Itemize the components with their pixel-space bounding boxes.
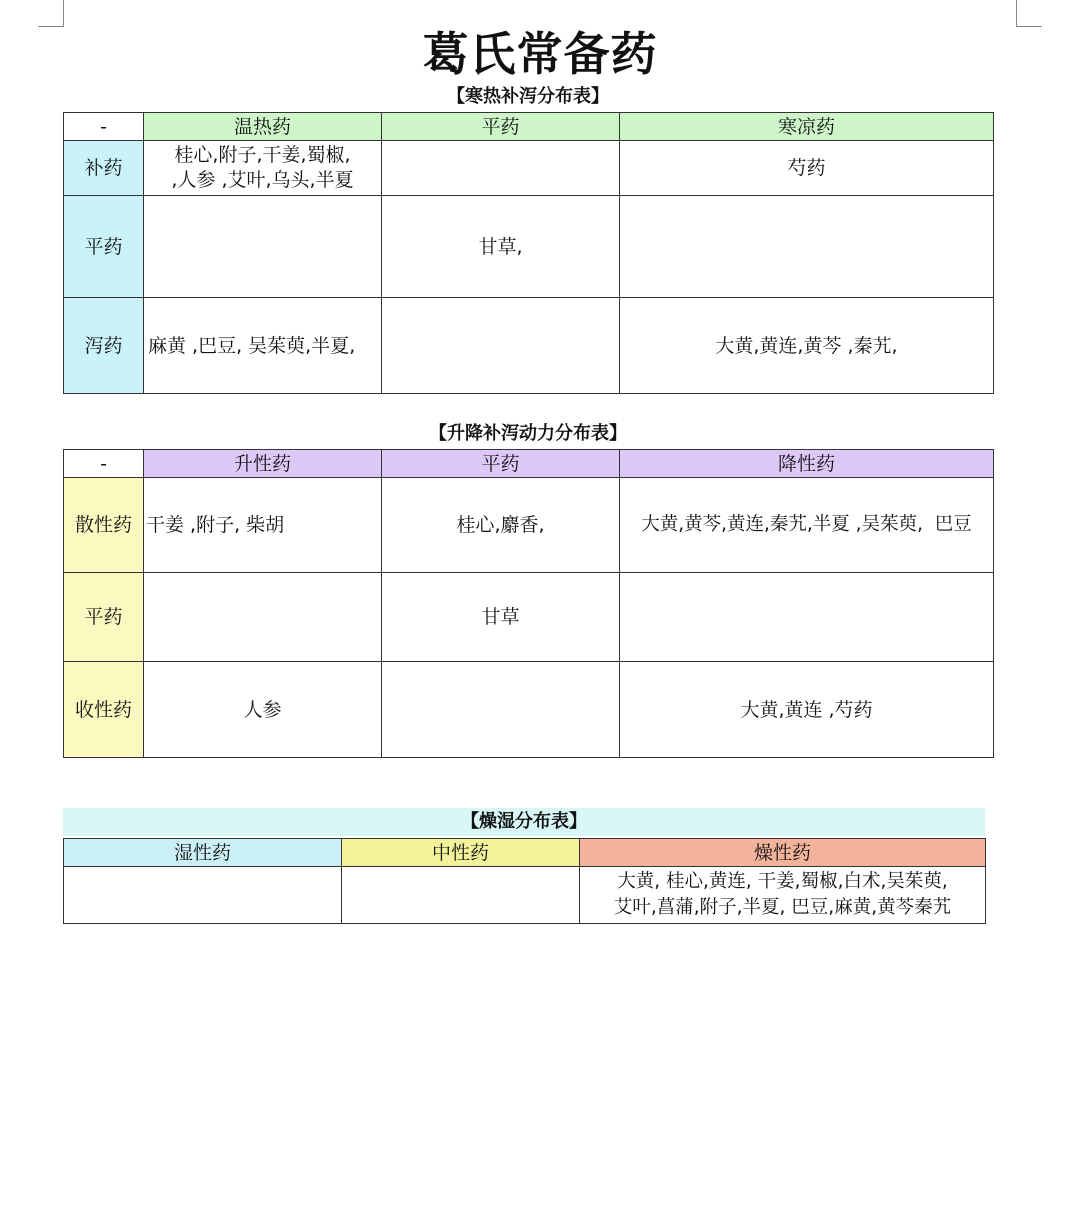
row-header: 泻药 xyxy=(64,298,144,394)
table3-caption: 【燥湿分布表】 xyxy=(63,808,985,836)
table-cell: 大黄,黄芩,黄连,秦艽,半夏 ,吴茱萸, 巴豆 xyxy=(620,478,994,573)
column-header: 降性药 xyxy=(620,450,994,478)
crop-mark xyxy=(63,0,64,26)
table-cell: 人参 xyxy=(144,662,382,758)
corner-cell: - xyxy=(64,113,144,141)
table-row xyxy=(64,662,994,758)
table-cell: 芍药 xyxy=(620,141,994,196)
table-row xyxy=(64,298,994,394)
table-cell xyxy=(342,867,580,924)
table-cell: 桂心,附子,干姜,蜀椒, ,人参 ,艾叶,乌头,半夏 xyxy=(144,141,382,196)
table1-caption: 【寒热补泻分布表】 xyxy=(447,86,609,107)
table-cell xyxy=(382,298,620,394)
row-header: 散性药 xyxy=(64,478,144,573)
column-header: 中性药 xyxy=(342,839,580,867)
table-cell xyxy=(620,573,994,662)
column-header: 寒凉药 xyxy=(620,113,994,141)
column-header: 温热药 xyxy=(144,113,382,141)
table-header-row xyxy=(64,113,994,141)
column-header: 平药 xyxy=(382,113,620,141)
page-title: 葛氏常备药 xyxy=(422,27,658,81)
column-header: 湿性药 xyxy=(64,839,342,867)
column-header: 升性药 xyxy=(144,450,382,478)
table-cell xyxy=(144,573,382,662)
table-cell xyxy=(620,196,994,298)
table2-rise-fall xyxy=(63,449,994,758)
table2-caption: 【升降补泻动力分布表】 xyxy=(429,423,627,444)
row-header: 平药 xyxy=(64,573,144,662)
column-header: 燥性药 xyxy=(580,839,986,867)
table-cell xyxy=(382,141,620,196)
corner-cell: - xyxy=(64,450,144,478)
table-cell xyxy=(382,662,620,758)
table-cell: 大黄,黄连 ,芍药 xyxy=(620,662,994,758)
table-cell: 甘草 xyxy=(382,573,620,662)
table-cell xyxy=(144,196,382,298)
table-header-row xyxy=(64,839,986,867)
table-row xyxy=(64,573,994,662)
column-header: 平药 xyxy=(382,450,620,478)
table1-hot-cold xyxy=(63,112,994,394)
table-cell: 干姜 ,附子, 柴胡 xyxy=(144,478,382,573)
table-row xyxy=(64,196,994,298)
crop-mark xyxy=(1016,0,1017,26)
table-row xyxy=(64,478,994,573)
table-cell: 大黄, 桂心,黄连, 干姜,蜀椒,白术,吴茱萸, 艾叶,菖蒲,附子,半夏, 巴豆,麻黄,黄芩秦艽 xyxy=(580,867,986,924)
row-header: 收性药 xyxy=(64,662,144,758)
row-header: 补药 xyxy=(64,141,144,196)
row-header: 平药 xyxy=(64,196,144,298)
table-cell: 甘草, xyxy=(382,196,620,298)
table-cell: 大黄,黄连,黄芩 ,秦艽, xyxy=(620,298,994,394)
table-cell: 桂心,麝香, xyxy=(382,478,620,573)
table-row xyxy=(64,867,986,924)
table-cell xyxy=(64,867,342,924)
table-cell: 麻黄 ,巴豆, 吴茱萸,半夏, xyxy=(144,298,382,394)
table-header-row xyxy=(64,450,994,478)
table3-dry-wet xyxy=(63,838,986,924)
table-row xyxy=(64,141,994,196)
